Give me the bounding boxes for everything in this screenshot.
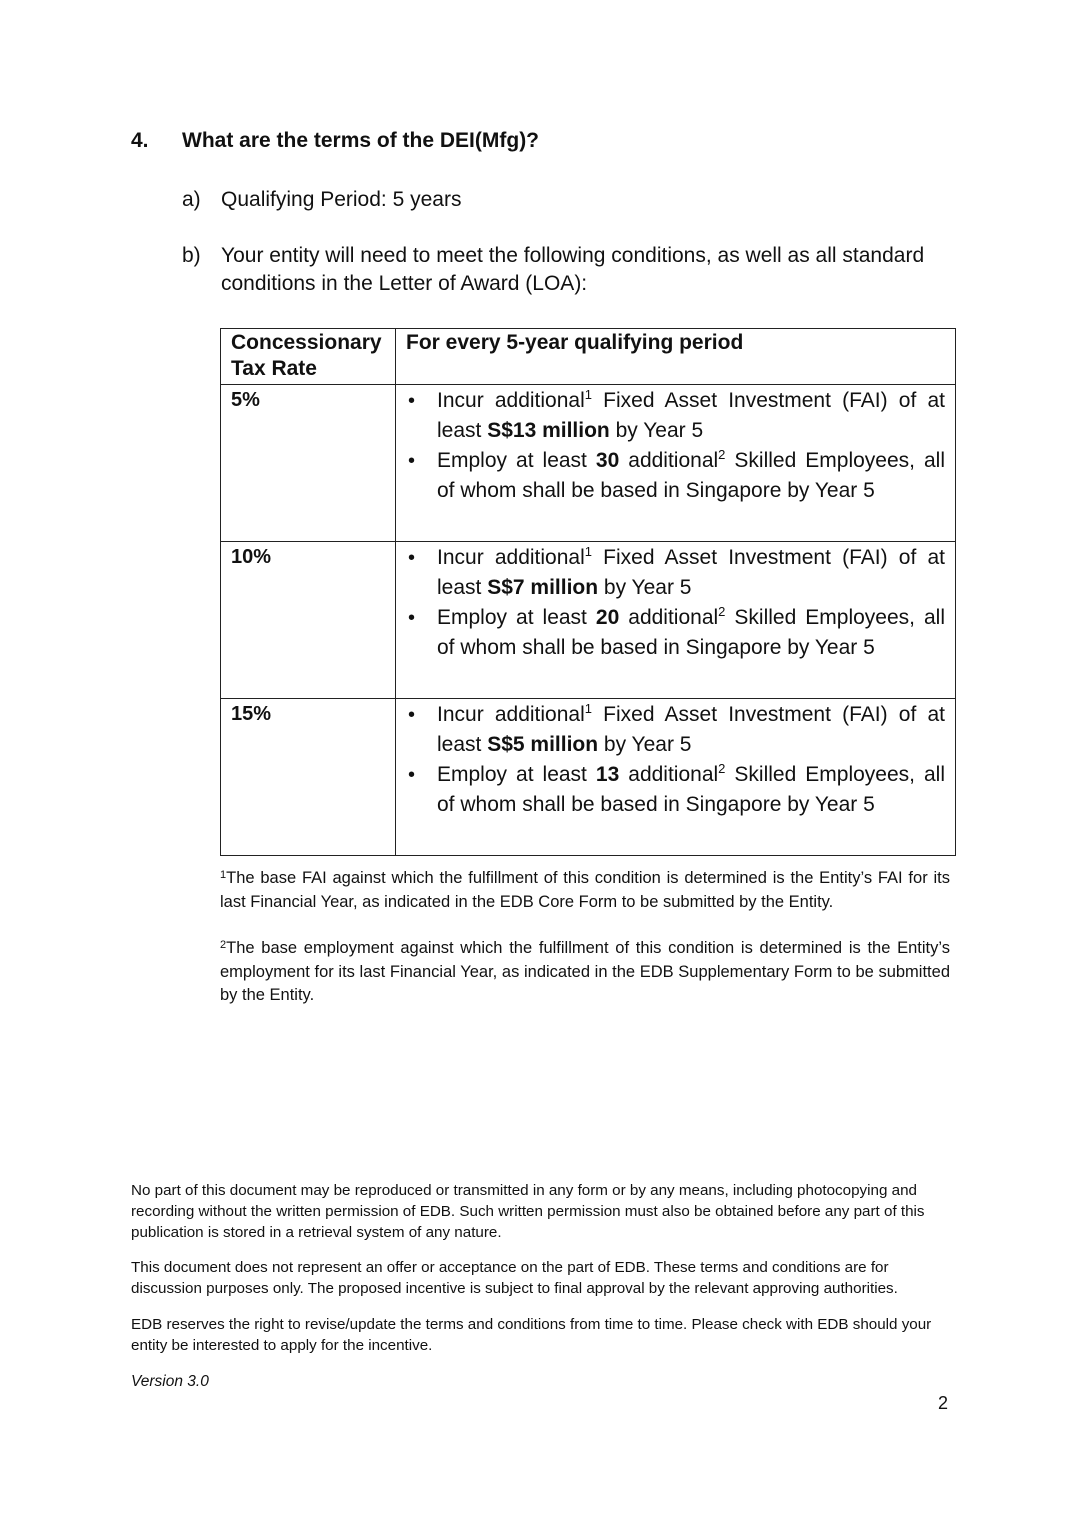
conditions-cell — [396, 385, 956, 542]
fai-condition: • Incur additional$^1$ Fixed Asset Investment (FAI) of at least S$13 million by Year 5 — [396, 386, 955, 446]
employee-count: 30 — [595, 449, 620, 472]
table-header-row — [221, 329, 956, 385]
tax-rate-cell: 15% — [221, 699, 396, 856]
employee-count: 20 — [595, 606, 620, 629]
list-item-label: a) — [182, 188, 201, 211]
footnote-1 — [220, 867, 950, 914]
legal-notice-revision: EDB reserves the right to revise/update the terms and conditions from time to time. Please check with EDB should your entity be interested to apply for the incentive. — [131, 1316, 932, 1354]
employment-condition: • Employ at least 13 additional$^2$ Skilled Employees, all of whom shall be based in Singapore by Year 5 — [396, 760, 955, 820]
table-row — [221, 699, 956, 856]
section-heading — [131, 129, 539, 153]
column-header-tax-rate: Concessionary Tax Rate — [221, 329, 396, 385]
footnote-text: The base employment against which the fulfillment of this condition is determined is the Entity’s employment for its last Financial Year, as indicated in the EDB Supplementary Form to be submitted by the Entity. — [220, 939, 950, 1004]
fai-amount: S$7 million — [487, 576, 599, 599]
list-item-text: Your entity will need to meet the following conditions, as well as all standard conditions in the Letter of Award (LOA): — [221, 244, 925, 295]
legal-notice-reproduction: No part of this document may be reproduced or transmitted in any form or by any means, including photocopying and recording without the written permission of EDB. Such written permission must also be obtained before any part of this publication is stored in a retrieval system of any nature. — [131, 1182, 925, 1241]
conditions-table — [220, 328, 956, 856]
tax-rate-cell: 5% — [221, 385, 396, 542]
fai-amount: S$13 million — [487, 419, 610, 442]
fai-condition: • Incur additional$^1$ Fixed Asset Investment (FAI) of at least S$7 million by Year 5 — [396, 543, 955, 603]
legal-notice-offer: This document does not represent an offer or acceptance on the part of EDB. These terms and conditions are for discussion purposes only. The proposed incentive is subject to final approval by the relevant approving authorities. — [131, 1259, 898, 1297]
fai-condition: • Incur additional$^1$ Fixed Asset Investment (FAI) of at least S$5 million by Year 5 — [396, 700, 955, 760]
footnote-mark: 2 — [220, 939, 227, 951]
fai-amount: S$5 million — [487, 733, 599, 756]
list-item-text: Qualifying Period: 5 years — [221, 188, 462, 211]
table-row — [221, 385, 956, 542]
section-number: 4. — [131, 129, 149, 152]
footnote-mark: 1 — [220, 869, 227, 881]
employment-condition: • Employ at least 20 additional$^2$ Skilled Employees, all of whom shall be based in Singapore by Year 5 — [396, 603, 955, 663]
footnote-text: The base FAI against which the fulfillment of this condition is determined is the Entity’s FAI for its last Financial Year, as indicated in the EDB Core Form to be submitted by the Entity. — [220, 869, 950, 911]
page-number: 2 — [937, 1393, 948, 1413]
conditions-cell — [396, 542, 956, 699]
document-version: Version 3.0 — [131, 1373, 209, 1390]
list-item-label: b) — [182, 244, 201, 267]
section-title: What are the terms of the DEI(Mfg)? — [182, 129, 540, 152]
employee-count: 13 — [595, 763, 620, 786]
footnote-2 — [220, 937, 950, 1008]
conditions-cell — [396, 699, 956, 856]
employment-condition: • Employ at least 30 additional$^2$ Skilled Employees, all of whom shall be based in Singapore by Year 5 — [396, 446, 955, 506]
tax-rate-cell: 10% — [221, 542, 396, 699]
table-row — [221, 542, 956, 699]
column-header-qualifying-period: For every 5-year qualifying period — [396, 329, 956, 385]
